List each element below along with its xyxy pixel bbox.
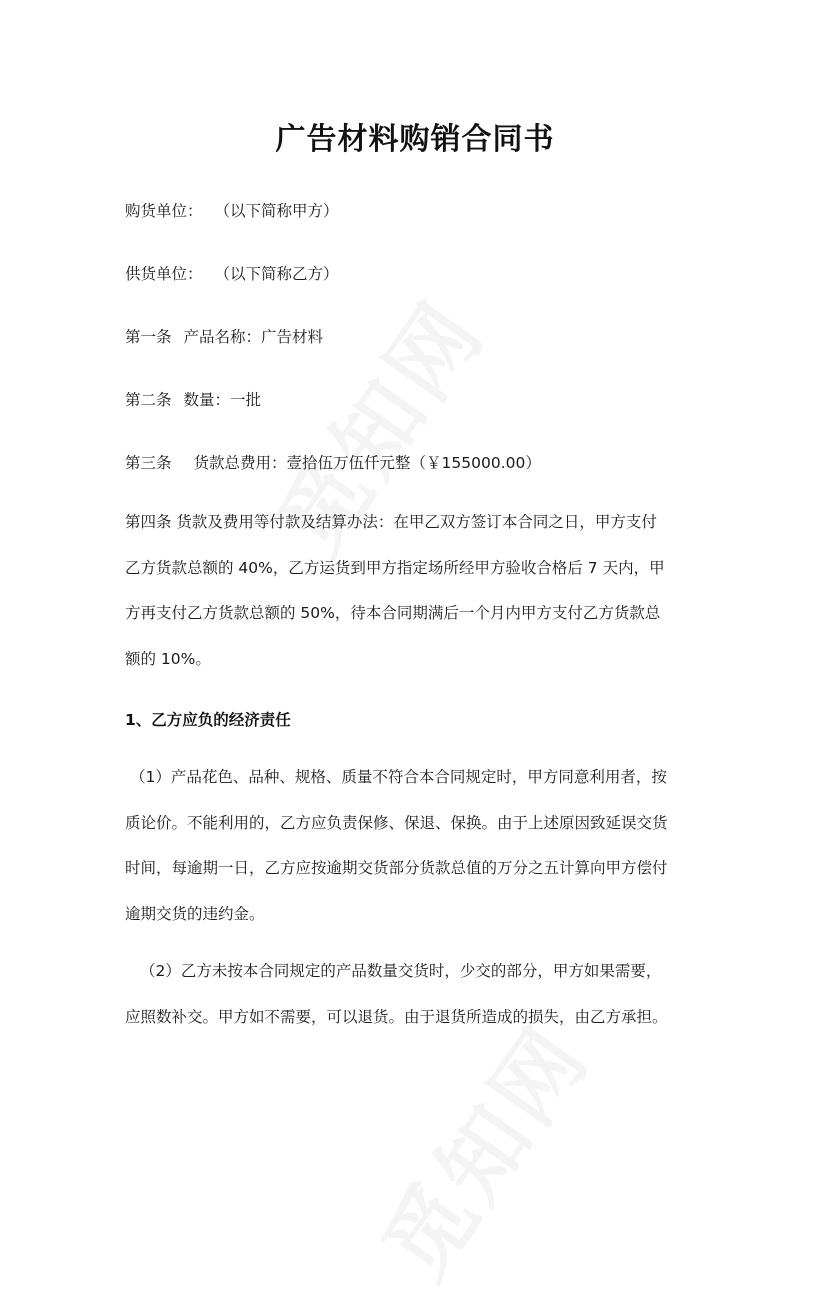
clause-2-line: 应照数补交。甲方如不需要，可以退货。由于退货所造成的损失，由乙方承担。 bbox=[125, 1007, 668, 1026]
clause-1-line: 逾期交货的违约金。 bbox=[125, 905, 265, 924]
buyer-note: （以下简称甲方） bbox=[214, 202, 339, 220]
buyer-line bbox=[125, 199, 339, 221]
supplier-line bbox=[125, 262, 339, 284]
supplier-label: 供货单位： bbox=[125, 265, 203, 283]
section-1-clause-1 bbox=[125, 755, 715, 938]
clause-2-line: （2）乙方未按本合同规定的产品数量交货时，少交的部分，甲方如果需要， bbox=[140, 962, 662, 980]
clause-1-line: （1）产品花色、品种、规格、质量不符合本合同规定时，甲方同意利用者，按 bbox=[130, 768, 667, 786]
article-1-label: 第一条 bbox=[125, 328, 172, 346]
section-1-clause-2 bbox=[125, 949, 725, 1040]
article-3-text: 货款总费用：壹拾伍万伍仟元整（￥155000.00） bbox=[193, 454, 541, 472]
article-4-line: 乙方货款总额的 40%，乙方运货到甲方指定场所经甲方验收合格后 7 天内，甲 bbox=[125, 558, 665, 577]
article-4-line: 第四条 货款及费用等付款及结算办法：在甲乙双方签订本合同之日，甲方支付 bbox=[125, 513, 657, 531]
article-4 bbox=[125, 500, 710, 683]
document-title: 广告材料购销合同书 bbox=[275, 122, 555, 157]
article-4-line: 额的 10%。 bbox=[125, 650, 211, 669]
article-2 bbox=[125, 388, 261, 410]
section-1-heading: 1、乙方应负的经济责任 bbox=[125, 711, 291, 729]
supplier-note: （以下简称乙方） bbox=[214, 265, 339, 283]
clause-1-line: 时间，每逾期一日，乙方应按逾期交货部分货款总值的万分之五计算向甲方偿付 bbox=[125, 859, 668, 878]
article-2-text: 数量：一批 bbox=[183, 391, 262, 409]
watermark bbox=[349, 996, 614, 1299]
buyer-label: 购货单位： bbox=[125, 202, 203, 220]
article-1-text: 产品名称：广告材料 bbox=[183, 328, 324, 346]
article-1 bbox=[125, 325, 323, 347]
clause-1-line: 质论价。不能利用的，乙方应负责保修、保退、保换。由于上述原因致延误交货 bbox=[125, 813, 668, 832]
article-2-label: 第二条 bbox=[125, 391, 172, 409]
article-3 bbox=[125, 451, 541, 473]
article-3-label: 第三条 bbox=[125, 454, 172, 472]
article-4-line: 方再支付乙方货款总额的 50%，待本合同期满后一个月内甲方支付乙方货款总 bbox=[125, 604, 661, 623]
